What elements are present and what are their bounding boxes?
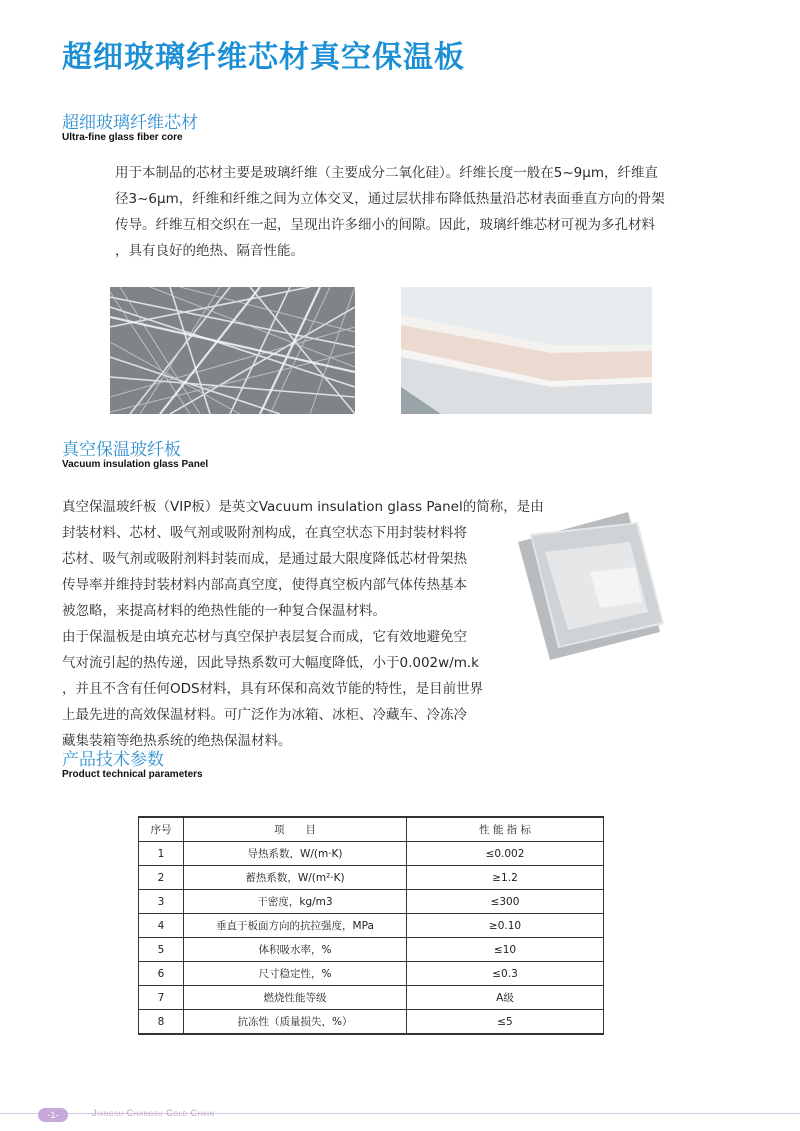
row-spec: ≤300 — [407, 890, 604, 914]
fiber-board-photo-image — [401, 287, 652, 414]
row-spec: A级 — [407, 986, 604, 1010]
section3-title-cn: 产品技术参数 — [62, 750, 164, 770]
section2-paragraph — [62, 494, 544, 754]
section2-title-cn: 真空保温玻纤板 — [62, 440, 181, 460]
header-cell-spec: 性 能 指 标 — [407, 817, 604, 842]
section2-line: 芯材、吸气剂或吸附剂料封装而成，是通过最大限度降低芯材骨架热 — [62, 551, 467, 567]
row-spec: ≤10 — [407, 938, 604, 962]
section1-line: ，具有良好的绝热、隔音性能。 — [115, 243, 304, 259]
section2-title-en: Vacuum insulation glass Panel — [62, 459, 209, 470]
row-spec: ≥1.2 — [407, 866, 604, 890]
section1-line: 用于本制品的芯材主要是玻璃纤维（主要成分二氧化硅）。纤维长度一般在5~9μm，纤维直 — [115, 165, 658, 181]
section2-line: ，并且不含有任何ODS材料，具有环保和高效节能的特性，是目前世界 — [62, 681, 484, 697]
section2-line: 气对流引起的热传递，因此导热系数可大幅度降低，小于0.002w/m.k — [62, 655, 479, 671]
row-spec: ≤5 — [407, 1010, 604, 1035]
table-row — [139, 890, 604, 914]
footer-company-name: Jiangsu Changsu Cold Chain — [92, 1108, 215, 1118]
row-item: 燃烧性能等级 — [184, 986, 407, 1010]
header-cell-item: 项 目 — [184, 817, 407, 842]
section2-line: 真空保温玻纤板（VIP板）是英文Vacuum insulation glass Panel的简称，是由 — [62, 499, 544, 515]
row-item: 抗冻性（质量损失，%） — [184, 1010, 407, 1035]
table-row — [139, 914, 604, 938]
row-index: 3 — [139, 890, 184, 914]
section2-line: 上最先进的高效保温材料。可广泛作为冰箱、冰柜、冷藏车、冷冻冷 — [62, 707, 467, 723]
row-item: 干密度，kg/m3 — [184, 890, 407, 914]
row-item: 尺寸稳定性，% — [184, 962, 407, 986]
glass-fiber-micrograph-image — [110, 287, 355, 414]
table-row — [139, 962, 604, 986]
section3-title-en: Product technical parameters — [62, 769, 203, 780]
page-number-badge: -1- — [38, 1108, 68, 1122]
table-row — [139, 1010, 604, 1035]
row-index: 1 — [139, 842, 184, 866]
row-index: 5 — [139, 938, 184, 962]
row-index: 8 — [139, 1010, 184, 1035]
row-spec: ≤0.3 — [407, 962, 604, 986]
table-row — [139, 842, 604, 866]
section1-title-cn: 超细玻璃纤维芯材 — [62, 113, 198, 133]
section2-line: 被忽略，来提高材料的绝热性能的一种复合保温材料。 — [62, 603, 386, 619]
technical-parameters-table — [138, 816, 604, 1035]
table-row — [139, 938, 604, 962]
row-index: 4 — [139, 914, 184, 938]
page-title: 超细玻璃纤维芯材真空保温板 — [62, 40, 465, 75]
row-spec: ≤0.002 — [407, 842, 604, 866]
table-header-row — [139, 817, 604, 842]
section1-title-en: Ultra-fine glass fiber core — [62, 132, 183, 143]
row-item: 导热系数，W/(m·K) — [184, 842, 407, 866]
row-item: 体积吸水率，% — [184, 938, 407, 962]
section1-line: 径3~6μm，纤维和纤维之间为立体交叉，通过层状排布降低热量沿芯材表面垂直方向的骨架 — [115, 191, 665, 207]
section2-line: 藏集装箱等绝热系统的绝热保温材料。 — [62, 733, 292, 749]
section2-line: 封装材料、芯材、吸气剂或吸附剂构成，在真空状态下用封装材料将 — [62, 525, 467, 541]
row-index: 7 — [139, 986, 184, 1010]
row-item: 蓄热系数，W/(m²·K) — [184, 866, 407, 890]
table-row — [139, 986, 604, 1010]
row-item: 垂直于板面方向的抗拉强度，MPa — [184, 914, 407, 938]
header-cell-index: 序号 — [139, 817, 184, 842]
row-index: 6 — [139, 962, 184, 986]
section2-line: 由于保温板是由填充芯材与真空保护表层复合而成，它有效地避免空 — [62, 629, 467, 645]
row-spec: ≥0.10 — [407, 914, 604, 938]
section2-line: 传导率并维持封装材料内部高真空度，使得真空板内部气体传热基本 — [62, 577, 467, 593]
section1-line: 传导。纤维互相交织在一起，呈现出许多细小的间隙。因此，玻璃纤维芯材可视为多孔材料 — [115, 217, 655, 233]
table-row — [139, 866, 604, 890]
section1-paragraph — [115, 160, 665, 264]
row-index: 2 — [139, 866, 184, 890]
